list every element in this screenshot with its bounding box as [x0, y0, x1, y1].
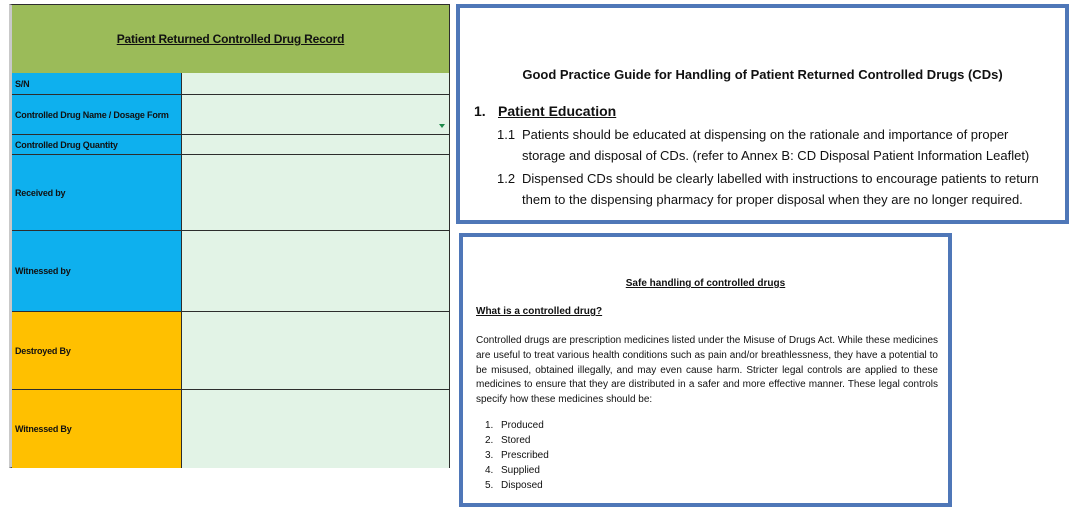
leaflet-title: Safe handling of controlled drugs [625, 278, 786, 289]
row-drug-name [12, 95, 449, 135]
safe-handling-leaflet [459, 233, 952, 507]
label-witnessed-by: Witnessed by [12, 231, 182, 311]
label-witnessed-by-2: Witnessed By [12, 390, 182, 468]
leaflet-list [485, 418, 549, 493]
row-quantity [12, 135, 449, 155]
label-sn: S/N [12, 73, 182, 94]
received-by-field[interactable] [182, 155, 449, 230]
chevron-down-icon[interactable] [439, 124, 445, 128]
form-title: Patient Returned Controlled Drug Record [116, 32, 345, 46]
drug-name-dropdown[interactable] [182, 95, 449, 134]
list-text: Produced [501, 420, 544, 431]
drug-record-form [9, 4, 450, 468]
witnessed-by-field[interactable] [182, 231, 449, 311]
list-number: 4. [485, 465, 494, 476]
item-number: 1.2 [497, 171, 516, 186]
list-text: Stored [501, 435, 531, 446]
guide-title: Good Practice Guide for Handling of Patient Returned Controlled Drugs (CDs) [522, 67, 1003, 82]
guide-item-2 [497, 168, 1039, 210]
good-practice-guide [456, 4, 1069, 224]
form-header [12, 5, 449, 74]
label-received-by: Received by [12, 155, 182, 230]
list-item [485, 418, 549, 433]
section-number: 1. [474, 103, 486, 119]
item-number: 1.1 [497, 127, 516, 142]
witnessed-by-2-field[interactable] [182, 390, 449, 468]
list-text: Supplied [501, 465, 540, 476]
row-destroyed-by [12, 312, 449, 390]
section-title: Patient Education [498, 103, 617, 119]
list-item [485, 478, 549, 493]
quantity-field[interactable] [182, 135, 449, 154]
list-number: 5. [485, 480, 494, 491]
guide-item-1 [497, 124, 1029, 166]
list-text: Prescribed [501, 450, 549, 461]
sn-field[interactable] [182, 73, 449, 94]
item-text-line2: them to the dispensing pharmacy for proper disposal when they are no longer required. [522, 192, 1023, 207]
row-witnessed-by [12, 231, 449, 312]
guide-section-heading [474, 103, 616, 119]
list-item [485, 463, 549, 478]
list-number: 2. [485, 435, 494, 446]
list-text: Disposed [501, 480, 543, 491]
label-quantity: Controlled Drug Quantity [12, 135, 182, 154]
list-number: 1. [485, 420, 494, 431]
label-drug-name: Controlled Drug Name / Dosage Form [12, 95, 182, 134]
row-sn [12, 73, 449, 95]
row-witnessed-by-2 [12, 390, 449, 468]
row-received-by [12, 155, 449, 231]
leaflet-paragraph: Controlled drugs are prescription medicines listed under the Misuse of Drugs Act. While these medicines are useful to treat various health conditions such as pain and/or breathlessness, they have a potential to be misused, obtained illegally, and may even cause harm. Stricter legal controls are applied to these medicines to ensure that they are distributed in a safer and more effective manner. These legal controls specify how these medicines should be: [476, 335, 938, 406]
list-number: 3. [485, 450, 494, 461]
list-item [485, 433, 549, 448]
list-item [485, 448, 549, 463]
destroyed-by-field[interactable] [182, 312, 449, 389]
item-text-line1: Dispensed CDs should be clearly labelled with instructions to encourage patients to return [522, 171, 1039, 186]
item-text-line2: storage and disposal of CDs. (refer to Annex B: CD Disposal Patient Information Leaflet) [522, 148, 1030, 163]
item-text-line1: Patients should be educated at dispensing on the rationale and importance of proper [522, 127, 1009, 142]
label-destroyed-by: Destroyed By [12, 312, 182, 389]
leaflet-subtitle: What is a controlled drug? [476, 306, 603, 317]
